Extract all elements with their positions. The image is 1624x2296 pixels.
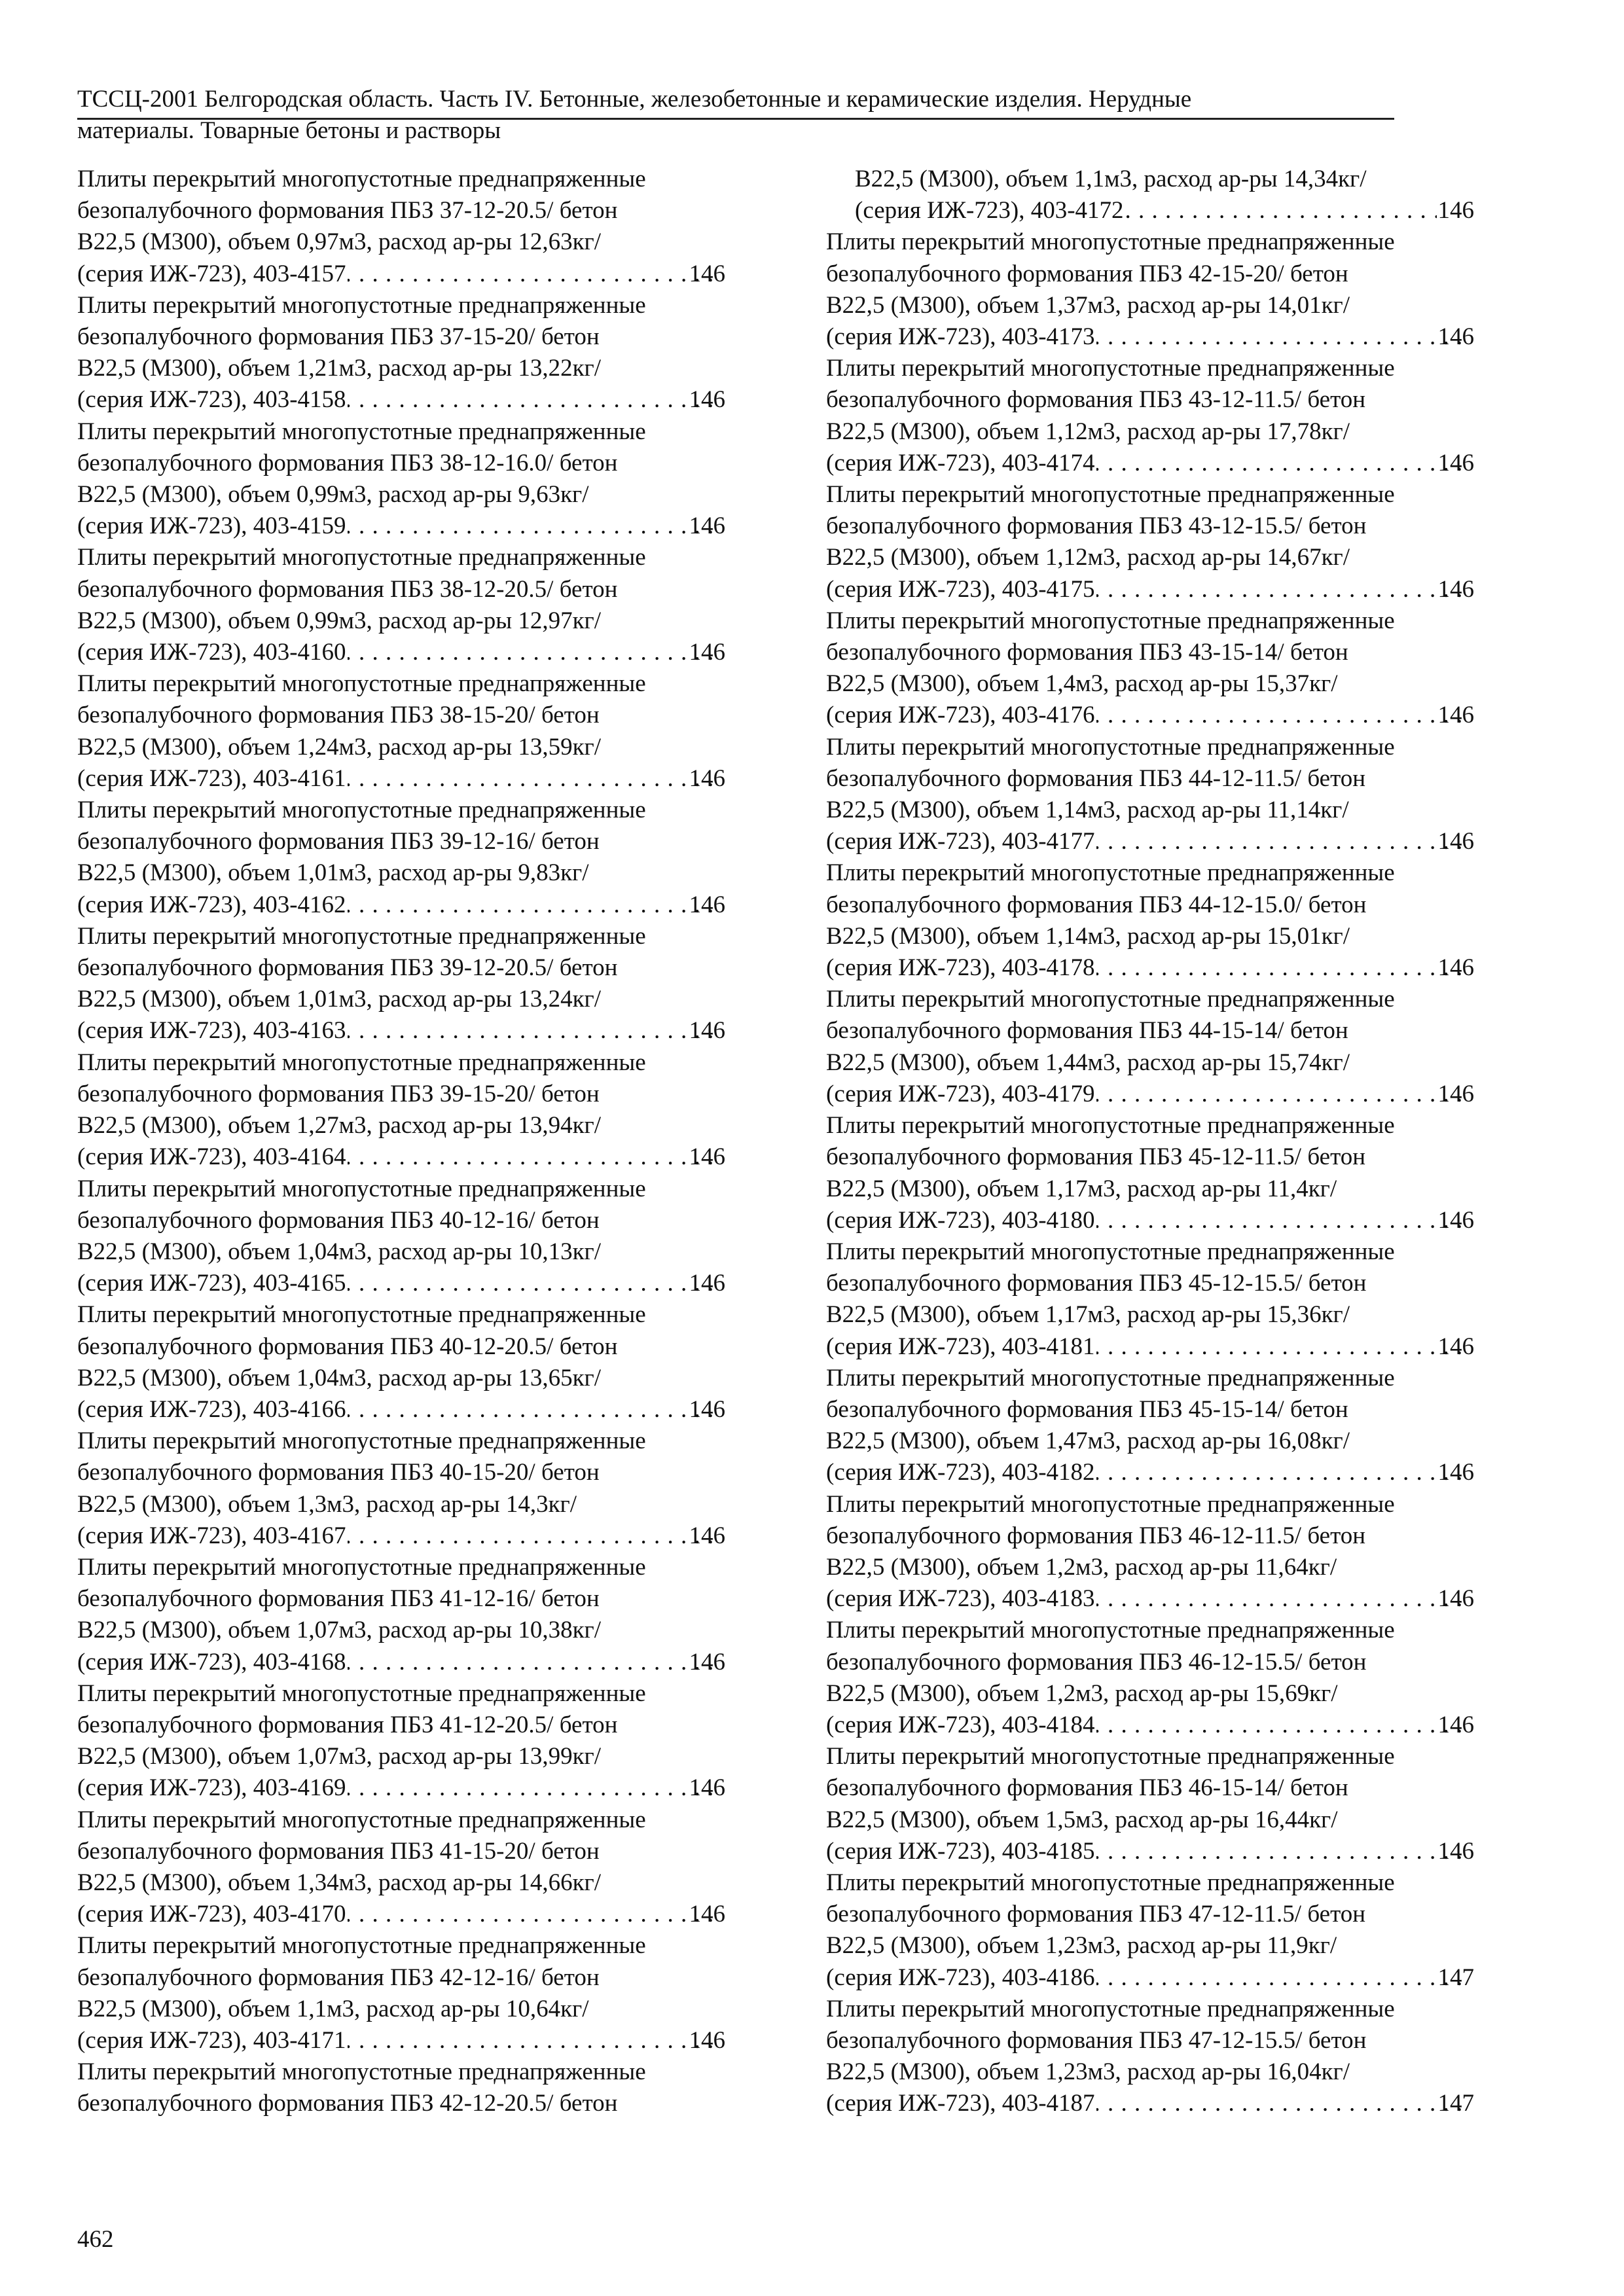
entry-text-line: Плиты перекрытий многопустотные преднапряженные [77, 1679, 646, 1707]
entry-text-line: В22,5 (М300), объем 1,4м3, расход ар-ры 15,37кг/ [826, 670, 1338, 698]
entry-reference-line [77, 1141, 725, 1173]
index-entry [77, 795, 725, 921]
entry-page-ref: 146 [689, 512, 725, 540]
header-line-1: ТССЦ-2001 Белгородская область. Часть IV. Бетонные, железобетонные и керамические изделия. Нерудные [77, 86, 1192, 113]
entry-code: (серия ИЖ-723), 403-4164 [77, 1143, 346, 1171]
entry-text-line: В22,5 (М300), объем 1,5м3, расход ар-ры 16,44кг/ [826, 1806, 1338, 1833]
index-entry [826, 1867, 1474, 1994]
entry-code: (серия ИЖ-723), 403-4160 [77, 639, 346, 666]
dot-leader [1096, 1710, 1466, 1741]
entry-reference-line [826, 1205, 1474, 1236]
entry-text-line: безопалубочного формования ПБЗ 39-12-20.5/ бетон [77, 954, 618, 982]
entry-text-line: безопалубочного формования ПБЗ 45-12-11.5/ бетон [826, 1143, 1366, 1171]
index-entry [77, 1426, 725, 1552]
entry-code: (серия ИЖ-723), 403-4168 [77, 1648, 346, 1676]
entry-code: (серия ИЖ-723), 403-4158 [77, 386, 346, 414]
dot-leader [348, 384, 717, 416]
index-entry [77, 668, 725, 795]
dot-leader [1096, 1205, 1466, 1236]
dot-leader [348, 1772, 717, 1804]
entry-page-ref: 147 [1437, 1964, 1474, 1991]
index-entry [77, 1299, 725, 1426]
index-entry [77, 1930, 725, 2056]
entry-page-ref: 146 [689, 260, 725, 287]
entry-page-ref: 146 [689, 1901, 725, 1928]
dot-leader [348, 259, 717, 290]
entry-reference-line [826, 1710, 1474, 1741]
entry-text-line: Плиты перекрытий многопустотные преднапряженные [77, 922, 646, 950]
entry-code: (серия ИЖ-723), 403-4178 [826, 954, 1095, 982]
entry-text-line: Плиты перекрытий многопустотные преднапряженные [77, 797, 646, 824]
entry-page-ref: 146 [1437, 702, 1474, 729]
entry-page-ref: 146 [1437, 1837, 1474, 1865]
entry-code: (серия ИЖ-723), 403-4183 [826, 1585, 1095, 1613]
entry-text-line: Плиты перекрытий многопустотные преднапряженные [826, 1238, 1395, 1265]
entry-text-line: В22,5 (М300), объем 1,12м3, расход ар-ры 17,78кг/ [826, 418, 1350, 445]
dot-leader [1096, 448, 1466, 479]
entry-page-ref: 146 [689, 386, 725, 414]
entry-reference-line [826, 574, 1474, 605]
entry-page-ref: 146 [1437, 828, 1474, 855]
entry-text-line: В22,5 (М300), объем 1,17м3, расход ар-ры 11,4кг/ [826, 1175, 1337, 1202]
entry-text-line: безопалубочного формования ПБЗ 42-12-20.5/ бетон [77, 2090, 618, 2117]
header-line-2: материалы. Товарные бетоны и растворы [77, 117, 501, 144]
index-entry [826, 164, 1474, 226]
index-entry [77, 1678, 725, 1804]
entry-text-line: В22,5 (М300), объем 1,2м3, расход ар-ры 15,69кг/ [826, 1679, 1338, 1707]
index-column-right [826, 164, 1474, 2120]
entry-text-line: В22,5 (М300), объем 1,12м3, расход ар-ры 14,67кг/ [826, 544, 1350, 571]
index-entry [826, 984, 1474, 1110]
index-entry [826, 1615, 1474, 1741]
entry-text-line: В22,5 (М300), объем 1,14м3, расход ар-ры 11,14кг/ [826, 797, 1349, 824]
entry-text-line: Плиты перекрытий многопустотные преднапряженные [826, 355, 1395, 382]
entry-code: (серия ИЖ-723), 403-4185 [826, 1837, 1095, 1865]
index-entry [826, 1994, 1474, 2120]
entry-text-line: безопалубочного формования ПБЗ 37-12-20.5/ бетон [77, 197, 618, 224]
entry-text-line: безопалубочного формования ПБЗ 44-15-14/ бетон [826, 1017, 1348, 1045]
entry-reference-line [826, 1457, 1474, 1488]
index-entry [77, 164, 725, 290]
entry-code: (серия ИЖ-723), 403-4157 [77, 260, 346, 287]
entry-reference-line [826, 1836, 1474, 1867]
entry-text-line: безопалубочного формования ПБЗ 43-12-15.5/ бетон [826, 512, 1367, 540]
entry-text-line: безопалубочного формования ПБЗ 41-12-16/ бетон [77, 1585, 600, 1613]
entry-text-line: безопалубочного формования ПБЗ 37-15-20/ бетон [77, 323, 600, 351]
entry-text-line: В22,5 (М300), объем 0,99м3, расход ар-ры 9,63кг/ [77, 481, 589, 509]
index-entry [826, 605, 1474, 732]
entry-reference-line [826, 1079, 1474, 1110]
entry-page-ref: 146 [1437, 449, 1474, 476]
entry-text-line: В22,5 (М300), объем 0,97м3, расход ар-ры 12,63кг/ [77, 228, 601, 256]
entry-reference-line [77, 259, 725, 290]
entry-text-line: Плиты перекрытий многопустотные преднапряженные [77, 1806, 646, 1833]
entry-text-line: безопалубочного формования ПБЗ 41-12-20.5/ бетон [77, 1711, 618, 1738]
entry-text-line: безопалубочного формования ПБЗ 38-15-20/ бетон [77, 702, 600, 729]
index-entry [77, 1174, 725, 1300]
entry-page-ref: 146 [689, 891, 725, 918]
index-entry [77, 1047, 725, 1174]
index-entry [77, 1552, 725, 1678]
entry-text-line: Плиты перекрытий многопустотные преднапряженные [77, 1427, 646, 1455]
entry-page-ref: 146 [689, 1395, 725, 1423]
dot-leader [348, 1394, 717, 1426]
entry-page-ref: 147 [1437, 2090, 1474, 2117]
entry-text-line: безопалубочного формования ПБЗ 46-15-14/ бетон [826, 1774, 1348, 1802]
entry-page-ref: 146 [689, 1522, 725, 1549]
entry-text-line: В22,5 (М300), объем 1,04м3, расход ар-ры 13,65кг/ [77, 1364, 601, 1391]
entry-text-line: безопалубочного формования ПБЗ 43-12-11.5/ бетон [826, 386, 1366, 414]
entry-text-line: Плиты перекрытий многопустотные преднапряженные [826, 733, 1395, 761]
entry-page-ref: 146 [1437, 1585, 1474, 1613]
index-entry [826, 226, 1474, 353]
entry-text-line: В22,5 (М300), объем 1,34м3, расход ар-ры 14,66кг/ [77, 1869, 601, 1896]
page-number: 462 [77, 2226, 114, 2253]
entry-text-line: безопалубочного формования ПБЗ 47-12-15.5/ бетон [826, 2026, 1367, 2054]
entry-page-ref: 146 [1437, 1333, 1474, 1360]
entry-text-line: В22,5 (М300), объем 1,2м3, расход ар-ры 11,64кг/ [826, 1553, 1337, 1581]
index-entry [826, 353, 1474, 479]
entry-text-line: В22,5 (М300), объем 1,3м3, расход ар-ры 14,3кг/ [77, 1490, 577, 1518]
entry-reference-line [77, 1520, 725, 1552]
entry-reference-line [855, 195, 1474, 226]
dot-leader [348, 1015, 717, 1047]
entry-code: (серия ИЖ-723), 403-4170 [77, 1901, 346, 1928]
entry-page-ref: 146 [689, 1017, 725, 1045]
entry-text-line: безопалубочного формования ПБЗ 42-15-20/ бетон [826, 260, 1348, 287]
entry-text-line: Плиты перекрытий многопустотные преднапряженные [77, 1553, 646, 1581]
dot-leader [348, 763, 717, 795]
entry-reference-line [77, 1015, 725, 1047]
entry-reference-line [77, 384, 725, 416]
dot-leader [348, 889, 717, 921]
entry-text-line: В22,5 (М300), объем 1,01м3, расход ар-ры 13,24кг/ [77, 986, 601, 1013]
entry-code: (серия ИЖ-723), 403-4180 [826, 1206, 1095, 1234]
entry-text-line: безопалубочного формования ПБЗ 39-12-16/ бетон [77, 828, 600, 855]
entry-text-line: безопалубочного формования ПБЗ 41-15-20/ бетон [77, 1837, 600, 1865]
entry-reference-line [826, 952, 1474, 984]
dot-leader [348, 511, 717, 542]
entry-text-line: В22,5 (М300), объем 0,99м3, расход ар-ры 12,97кг/ [77, 607, 601, 634]
entry-code: (серия ИЖ-723), 403-4172 [855, 197, 1124, 224]
entry-page-ref: 146 [1437, 197, 1474, 224]
entry-code: (серия ИЖ-723), 403-4174 [826, 449, 1095, 476]
entry-code: (серия ИЖ-723), 403-4167 [77, 1522, 346, 1549]
entry-text-line: Плиты перекрытий многопустотные преднапряженные [826, 1617, 1395, 1644]
dot-leader [1096, 700, 1466, 731]
entry-text-line: безопалубочного формования ПБЗ 42-12-16/ бетон [77, 1964, 600, 1991]
entry-reference-line [77, 1268, 725, 1299]
entry-reference-line [77, 889, 725, 921]
dot-leader [1096, 2088, 1466, 2119]
entry-text-line: Плиты перекрытий многопустотные преднапряженные [77, 1932, 646, 1960]
entry-text-line: В22,5 (М300), объем 1,04м3, расход ар-ры 10,13кг/ [77, 1238, 601, 1265]
entry-text-line: Плиты перекрытий многопустотные преднапряженные [826, 607, 1395, 634]
entry-text-line: безопалубочного формования ПБЗ 38-12-20.5/ бетон [77, 575, 618, 603]
entry-reference-line [826, 1331, 1474, 1363]
entry-reference-line [826, 448, 1474, 479]
entry-reference-line [826, 1583, 1474, 1615]
entry-text-line: В22,5 (М300), объем 1,14м3, расход ар-ры 15,01кг/ [826, 922, 1350, 950]
entry-text-line: безопалубочного формования ПБЗ 44-12-15.0/ бетон [826, 891, 1367, 918]
index-column-left [77, 164, 725, 2120]
entry-code: (серия ИЖ-723), 403-4173 [826, 323, 1095, 351]
entry-code: (серия ИЖ-723), 403-4161 [77, 764, 346, 792]
entry-code: (серия ИЖ-723), 403-4165 [77, 1270, 346, 1297]
entry-page-ref: 146 [1437, 1711, 1474, 1738]
entry-reference-line [77, 1647, 725, 1678]
entry-page-ref: 146 [689, 639, 725, 666]
entry-text-line: В22,5 (М300), объем 1,1м3, расход ар-ры 14,34кг/ [855, 166, 1367, 192]
dot-leader [1096, 1962, 1466, 1994]
entry-text-line: Плиты перекрытий многопустотные преднапряженные [77, 418, 646, 445]
entry-text-line: Плиты перекрытий многопустотные преднапряженные [77, 544, 646, 571]
entry-code: (серия ИЖ-723), 403-4187 [826, 2090, 1095, 2117]
entry-text-line: Плиты перекрытий многопустотные преднапряженные [826, 228, 1395, 256]
entry-code: (серия ИЖ-723), 403-4175 [826, 575, 1095, 603]
entry-code: (серия ИЖ-723), 403-4162 [77, 891, 346, 918]
index-entry [77, 921, 725, 1047]
entry-page-ref: 146 [1437, 575, 1474, 603]
entry-reference-line [826, 2088, 1474, 2119]
entry-reference-line [826, 1962, 1474, 1994]
entry-reference-line [77, 763, 725, 795]
entry-text-line: безопалубочного формования ПБЗ 46-12-11.5/ бетон [826, 1522, 1366, 1549]
entry-text-line: Плиты перекрытий многопустотные преднапряженные [77, 166, 646, 192]
entry-page-ref: 146 [689, 2026, 725, 2054]
entry-reference-line [77, 1899, 725, 1930]
entry-text-line: В22,5 (М300), объем 1,07м3, расход ар-ры 13,99кг/ [77, 1743, 601, 1770]
entry-code: (серия ИЖ-723), 403-4181 [826, 1333, 1095, 1360]
index-entry [77, 290, 725, 416]
index-entry [826, 1489, 1474, 1615]
entry-text-line: Плиты перекрытий многопустотные преднапряженные [826, 1869, 1395, 1896]
entry-code: (серия ИЖ-723), 403-4163 [77, 1017, 346, 1045]
entry-text-line: безопалубочного формования ПБЗ 38-12-16.0/ бетон [77, 449, 618, 476]
index-entry [826, 857, 1474, 984]
entry-page-ref: 146 [1437, 1459, 1474, 1486]
dot-leader [1096, 1079, 1466, 1110]
entry-text-line: В22,5 (М300), объем 1,1м3, расход ар-ры 10,64кг/ [77, 1995, 589, 2022]
entry-text-line: В22,5 (М300), объем 1,47м3, расход ар-ры 16,08кг/ [826, 1427, 1350, 1455]
dot-leader [1096, 574, 1466, 605]
entry-code: (серия ИЖ-723), 403-4186 [826, 1964, 1095, 1991]
entry-code: (серия ИЖ-723), 403-4177 [826, 828, 1095, 855]
entry-reference-line [77, 2025, 725, 2056]
dot-leader [348, 1647, 717, 1678]
dot-leader [348, 1268, 717, 1299]
entry-page-ref: 146 [689, 1648, 725, 1676]
entry-text-line: В22,5 (М300), объем 1,37м3, расход ар-ры 14,01кг/ [826, 291, 1350, 319]
index-entry [826, 1110, 1474, 1236]
entry-reference-line [826, 826, 1474, 857]
dot-leader [1125, 195, 1437, 226]
index-entry [77, 1804, 725, 1931]
dot-leader [1096, 1583, 1466, 1615]
entry-text-line: В22,5 (М300), объем 1,01м3, расход ар-ры 9,83кг/ [77, 859, 589, 887]
entry-reference-line [77, 511, 725, 542]
entry-text-line: Плиты перекрытий многопустотные преднапряженные [826, 1112, 1395, 1139]
entry-code: (серия ИЖ-723), 403-4166 [77, 1395, 346, 1423]
index-entry [826, 732, 1474, 858]
dot-leader [1096, 321, 1466, 353]
entry-code: (серия ИЖ-723), 403-4184 [826, 1711, 1095, 1738]
entry-text-line: Плиты перекрытий многопустотные преднапряженные [77, 1049, 646, 1076]
entry-page-ref: 146 [689, 1270, 725, 1297]
entry-text-line: В22,5 (М300), объем 1,23м3, расход ар-ры 11,9кг/ [826, 1932, 1337, 1960]
index-entry [826, 1236, 1474, 1363]
entry-text-line: Плиты перекрытий многопустотные преднапряженные [826, 1995, 1395, 2022]
entry-reference-line [77, 637, 725, 668]
entry-code: (серия ИЖ-723), 403-4176 [826, 702, 1095, 729]
entry-page-ref: 146 [689, 1143, 725, 1171]
dot-leader [348, 1899, 717, 1930]
index-entry [77, 542, 725, 668]
entry-text-line: безопалубочного формования ПБЗ 43-15-14/ бетон [826, 639, 1348, 666]
entry-text-line: Плиты перекрытий многопустотные преднапряженные [826, 1490, 1395, 1518]
entry-code: (серия ИЖ-723), 403-4169 [77, 1774, 346, 1802]
entry-text-line: Плиты перекрытий многопустотные преднапряженные [77, 670, 646, 698]
dot-leader [1096, 826, 1466, 857]
index-entry-continued [77, 2056, 725, 2119]
index-entry [826, 1741, 1474, 1867]
entry-code: (серия ИЖ-723), 403-4182 [826, 1459, 1095, 1486]
index-entry [826, 479, 1474, 605]
entry-text-line: В22,5 (М300), объем 1,23м3, расход ар-ры 16,04кг/ [826, 2058, 1350, 2086]
entry-text-line: Плиты перекрытий многопустотные преднапряженные [826, 986, 1395, 1013]
entry-reference-line [826, 321, 1474, 353]
entry-text-line: В22,5 (М300), объем 1,07м3, расход ар-ры 10,38кг/ [77, 1617, 601, 1644]
entry-code: (серия ИЖ-723), 403-4159 [77, 512, 346, 540]
dot-leader [1096, 1457, 1466, 1488]
entry-page-ref: 146 [1437, 1080, 1474, 1107]
entry-text-line: безопалубочного формования ПБЗ 40-12-20.5/ бетон [77, 1333, 618, 1360]
entry-text-line: безопалубочного формования ПБЗ 45-12-15.5/ бетон [826, 1270, 1367, 1297]
entry-code: (серия ИЖ-723), 403-4179 [826, 1080, 1095, 1107]
entry-code: (серия ИЖ-723), 403-4171 [77, 2026, 346, 2054]
entry-text-line: безопалубочного формования ПБЗ 47-12-11.5/ бетон [826, 1901, 1366, 1928]
entry-text-line: безопалубочного формования ПБЗ 45-15-14/ бетон [826, 1395, 1348, 1423]
entry-page-ref: 146 [689, 1774, 725, 1802]
entry-text-line: Плиты перекрытий многопустотные преднапряженные [77, 291, 646, 319]
dot-leader [348, 2025, 717, 2056]
entry-text-line: безопалубочного формования ПБЗ 44-12-11.5/ бетон [826, 764, 1366, 792]
entry-reference-line [77, 1394, 725, 1426]
entry-text-line: безопалубочного формования ПБЗ 39-15-20/ бетон [77, 1080, 600, 1107]
entry-text-line: В22,5 (М300), объем 1,17м3, расход ар-ры 15,36кг/ [826, 1301, 1350, 1329]
entry-text-line: безопалубочного формования ПБЗ 40-12-16/ бетон [77, 1206, 600, 1234]
dot-leader [1096, 1836, 1466, 1867]
entry-text-line: В22,5 (М300), объем 1,24м3, расход ар-ры 13,59кг/ [77, 733, 601, 761]
entry-text-line: Плиты перекрытий многопустотные преднапряженные [77, 1301, 646, 1329]
entry-page-ref: 146 [1437, 954, 1474, 982]
header-rule [77, 118, 1394, 120]
entry-text-line: Плиты перекрытий многопустотные преднапряженные [826, 1743, 1395, 1770]
running-header [77, 84, 1393, 147]
entry-reference-line [77, 1772, 725, 1804]
dot-leader [1096, 1331, 1466, 1363]
entry-text-line: Плиты перекрытий многопустотные преднапряженные [826, 481, 1395, 509]
entry-text-line: Плиты перекрытий многопустотные преднапряженные [77, 1175, 646, 1202]
entry-text-line: безопалубочного формования ПБЗ 46-12-15.5/ бетон [826, 1648, 1367, 1676]
entry-text-line: Плиты перекрытий многопустотные преднапряженные [826, 859, 1395, 887]
entry-text-line: Плиты перекрытий многопустотные преднапряженные [826, 1364, 1395, 1391]
entry-reference-line [826, 700, 1474, 731]
dot-leader [1096, 952, 1466, 984]
entry-page-ref: 146 [689, 764, 725, 792]
dot-leader [348, 637, 717, 668]
index-entry [77, 416, 725, 543]
entry-page-ref: 146 [1437, 1206, 1474, 1234]
entry-text-line: В22,5 (М300), объем 1,27м3, расход ар-ры 13,94кг/ [77, 1112, 601, 1139]
entry-page-ref: 146 [1437, 323, 1474, 351]
entry-text-line: В22,5 (М300), объем 1,44м3, расход ар-ры 15,74кг/ [826, 1049, 1350, 1076]
dot-leader [348, 1520, 717, 1552]
index-entry [826, 1363, 1474, 1489]
entry-text-line: В22,5 (М300), объем 1,21м3, расход ар-ры 13,22кг/ [77, 355, 601, 382]
entry-text-line: Плиты перекрытий многопустотные преднапряженные [77, 2058, 646, 2086]
entry-text-line: безопалубочного формования ПБЗ 40-15-20/ бетон [77, 1459, 600, 1486]
dot-leader [348, 1141, 717, 1173]
